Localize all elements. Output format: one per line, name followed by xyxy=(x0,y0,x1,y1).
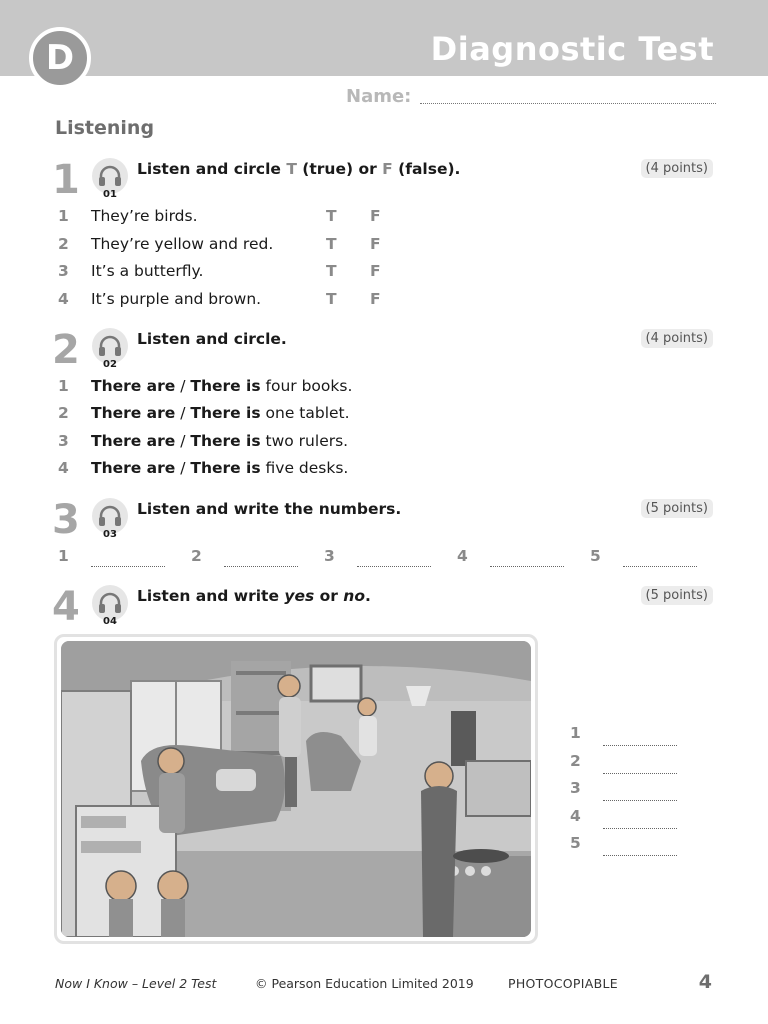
page-number: 4 xyxy=(698,971,712,993)
answer-blank[interactable] xyxy=(603,855,677,856)
section-badge xyxy=(29,27,91,89)
track-number: 03 xyxy=(103,529,117,540)
option-there-are[interactable]: There are xyxy=(91,404,176,422)
item-number: 3 xyxy=(58,432,69,450)
exercise-number: 3 xyxy=(52,497,80,543)
item-text: There are / There is four books. xyxy=(91,377,353,395)
item-number: 1 xyxy=(58,207,69,225)
exercise-number: 1 xyxy=(52,157,80,203)
answer-number: 1 xyxy=(570,724,581,742)
item-text: They’re yellow and red. xyxy=(91,235,274,253)
exercise-number: 4 xyxy=(52,584,80,630)
answer-blank[interactable] xyxy=(490,566,564,567)
section-heading: Listening xyxy=(55,117,155,139)
name-label: Name: xyxy=(346,86,412,107)
house-illustration xyxy=(54,634,538,944)
answer-blank[interactable] xyxy=(224,566,298,567)
footer-course: Now I Know – Level 2 Test xyxy=(55,976,217,991)
answer-blank[interactable] xyxy=(357,566,431,567)
item-text: They’re birds. xyxy=(91,207,198,225)
track-number: 01 xyxy=(103,189,117,200)
true-option[interactable]: T xyxy=(326,235,337,253)
blank-number: 1 xyxy=(58,547,69,565)
answer-number: 3 xyxy=(570,779,581,797)
track-number: 04 xyxy=(103,616,117,627)
true-option[interactable]: T xyxy=(326,262,337,280)
answer-number: 2 xyxy=(570,752,581,770)
false-option[interactable]: F xyxy=(370,262,381,280)
false-option[interactable]: F xyxy=(370,290,381,308)
answer-number: 5 xyxy=(570,834,581,852)
answer-blank[interactable] xyxy=(603,773,677,774)
item-number: 2 xyxy=(58,235,69,253)
true-option[interactable]: T xyxy=(326,290,337,308)
exercise-instruction: Listen and write the numbers. xyxy=(137,500,402,518)
item-text: There are / There is one tablet. xyxy=(91,404,350,422)
answer-blank[interactable] xyxy=(623,566,697,567)
option-there-are[interactable]: There are xyxy=(91,377,176,395)
living-room-picture xyxy=(61,641,531,937)
points-badge: (4 points) xyxy=(641,329,713,348)
option-there-are[interactable]: There are xyxy=(91,459,176,477)
option-there-is[interactable]: There is xyxy=(190,404,261,422)
option-there-is[interactable]: There is xyxy=(190,432,261,450)
option-there-is[interactable]: There is xyxy=(190,377,261,395)
answer-blank[interactable] xyxy=(603,800,677,801)
exercise-instruction: Listen and write yes or no. xyxy=(137,587,371,605)
item-text: It’s a butterfly. xyxy=(91,262,204,280)
name-field[interactable] xyxy=(346,86,716,108)
item-number: 2 xyxy=(58,404,69,422)
answer-blank[interactable] xyxy=(603,745,677,746)
name-write-line[interactable] xyxy=(420,103,716,104)
item-number: 4 xyxy=(58,459,69,477)
item-number: 3 xyxy=(58,262,69,280)
exercise-instruction: Listen and circle T (true) or F (false). xyxy=(137,160,461,178)
item-number: 1 xyxy=(58,377,69,395)
true-option[interactable]: T xyxy=(326,207,337,225)
false-option[interactable]: F xyxy=(370,235,381,253)
exercise-instruction: Listen and circle. xyxy=(137,330,287,348)
blank-number: 2 xyxy=(191,547,202,565)
track-number: 02 xyxy=(103,359,117,370)
badge-letter: D xyxy=(45,38,75,78)
answer-blank[interactable] xyxy=(603,828,677,829)
answer-number: 4 xyxy=(570,807,581,825)
exercise-number: 2 xyxy=(52,327,80,373)
blank-number: 5 xyxy=(590,547,601,565)
false-option[interactable]: F xyxy=(370,207,381,225)
blank-number: 3 xyxy=(324,547,335,565)
footer-copyright: © Pearson Education Limited 2019 xyxy=(255,976,474,991)
points-badge: (5 points) xyxy=(641,499,713,518)
item-text: It’s purple and brown. xyxy=(91,290,262,308)
item-text: There are / There is five desks. xyxy=(91,459,349,477)
item-text: There are / There is two rulers. xyxy=(91,432,349,450)
blank-number: 4 xyxy=(457,547,468,565)
option-there-is[interactable]: There is xyxy=(190,459,261,477)
page-title: Diagnostic Test xyxy=(430,30,714,68)
item-number: 4 xyxy=(58,290,69,308)
footer-photocopiable: PHOTOCOPIABLE xyxy=(508,976,618,991)
answer-blank[interactable] xyxy=(91,566,165,567)
option-there-are[interactable]: There are xyxy=(91,432,176,450)
points-badge: (4 points) xyxy=(641,159,713,178)
points-badge: (5 points) xyxy=(641,586,713,605)
